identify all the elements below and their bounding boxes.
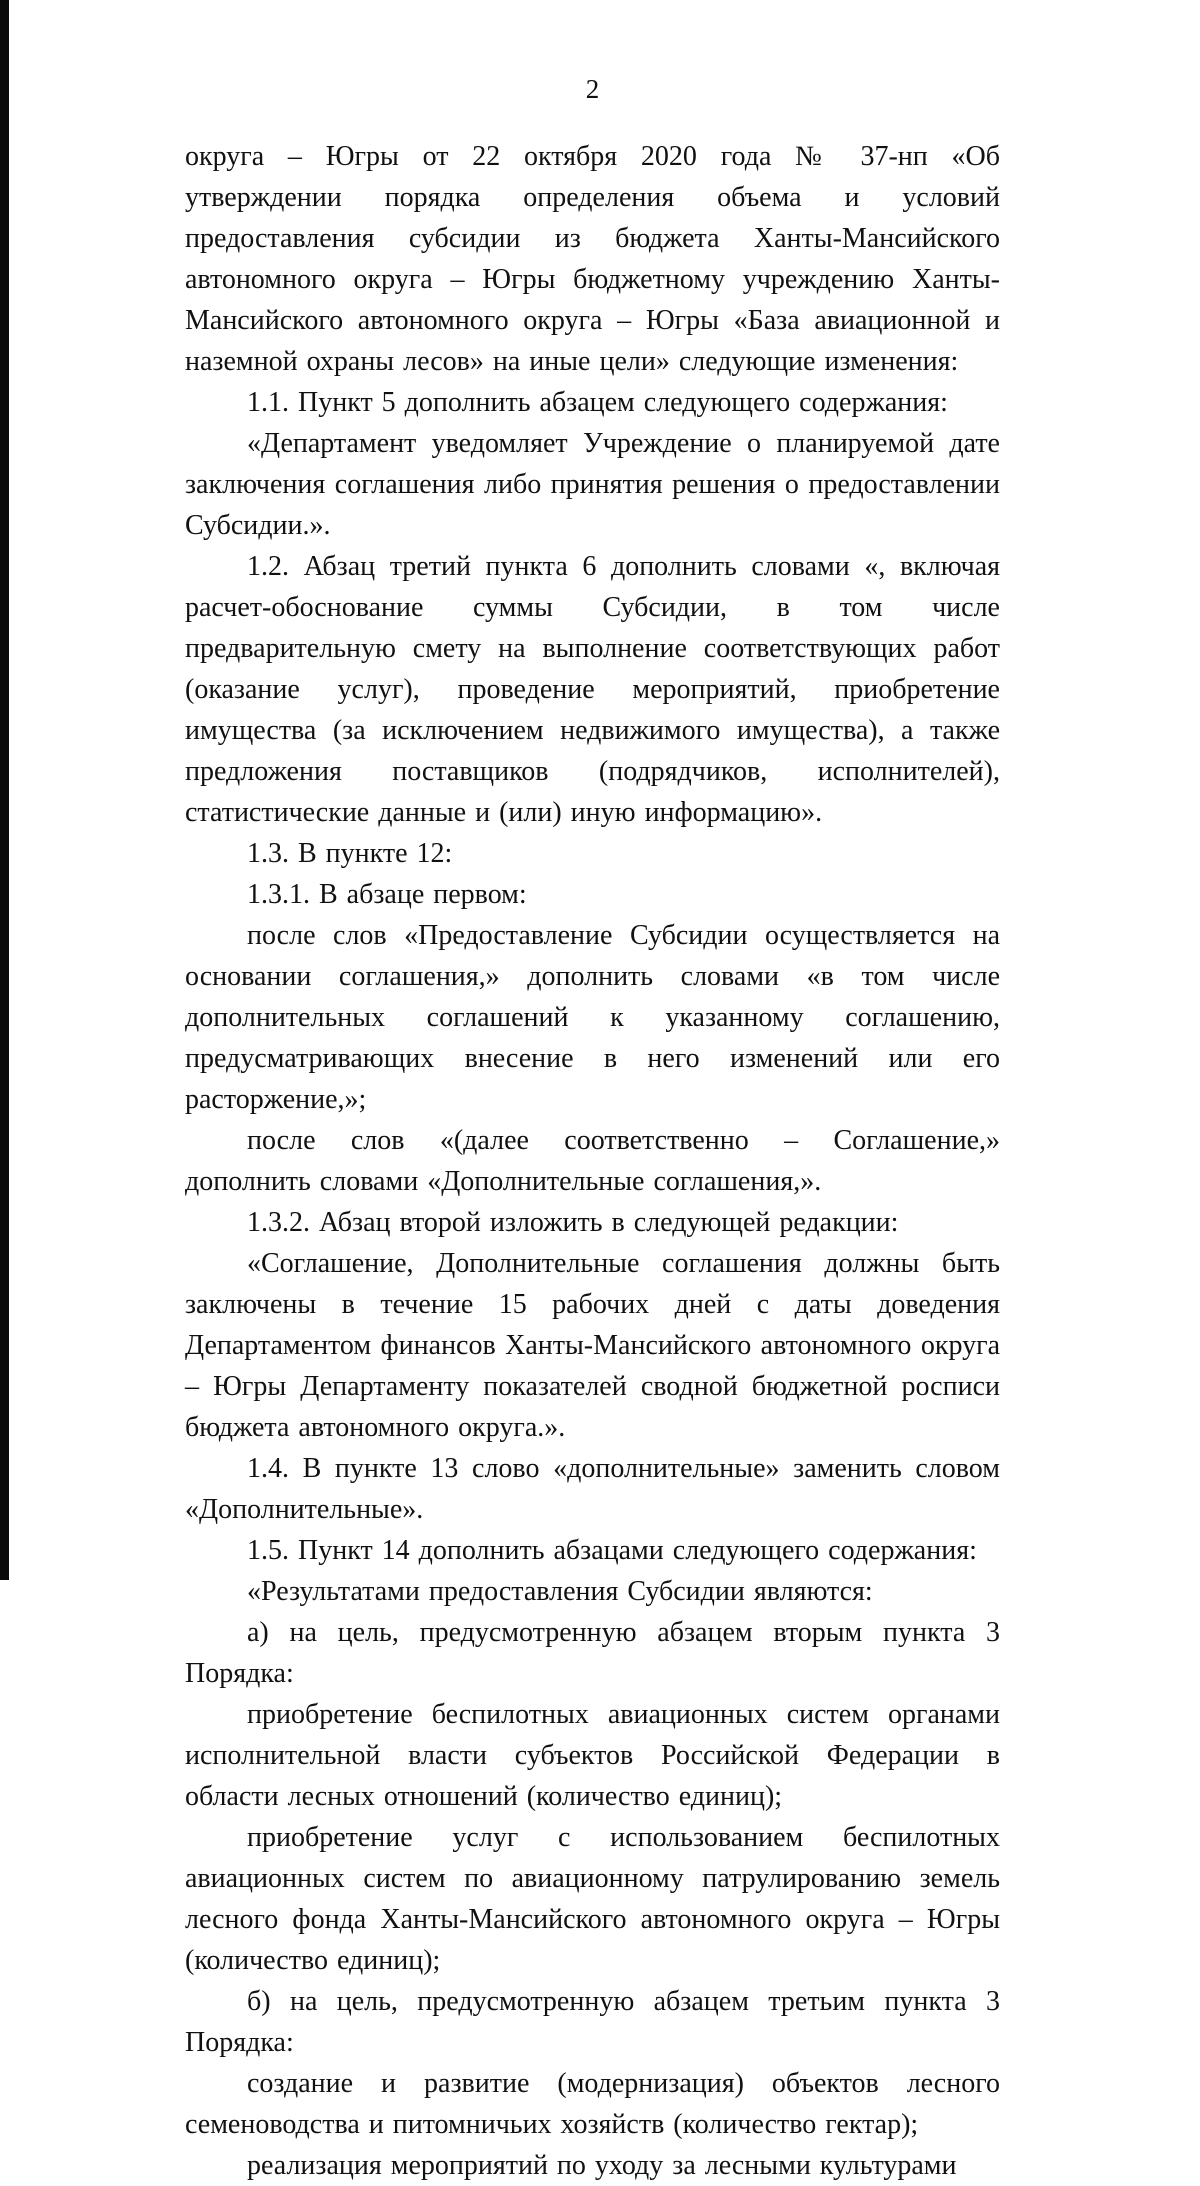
- paragraph: 1.4. В пункте 13 слово «дополнительные» заменить словом «Дополнительные».: [185, 1453, 1000, 1525]
- paragraph: округа – Югры от 22 октября 2020 года № 37-нп «Об утверждении порядка определения объема и условий предоставления субсидии из бюджета Ханты-Мансийского автономного округа – Югры бюджетному учреждению Ханты-Мансийского автономного округа – Югры «База авиационной и наземной охраны лесов» на иные цели» следующие изменения:: [185, 141, 1000, 377]
- paragraph: «Соглашение, Дополнительные соглашения должны быть заключены в течение 15 рабочих дней с даты доведения Департаментом финансов Ханты-Мансийского автономного округа – Югры Департаменту показателей сводной бюджетной росписи бюджета автономного округа.».: [185, 1248, 1000, 1443]
- paragraph: 1.5. Пункт 14 дополнить абзацами следующего содержания:: [247, 1535, 977, 1566]
- paragraph: а) на цель, предусмотренную абзацем вторым пункта 3 Порядка:: [185, 1617, 1000, 1689]
- paragraph: создание и развитие (модернизация) объектов лесного семеноводства и питомничьих хозяйств (количество гектар);: [185, 2068, 1000, 2140]
- paragraph: приобретение беспилотных авиационных систем органами исполнительной власти субъектов Российской Федерации в области лесных отношений (количество единиц);: [185, 1699, 1000, 1812]
- paragraph: 1.3.1. В абзаце первом:: [247, 879, 527, 910]
- paragraph: приобретение услуг с использованием беспилотных авиационных систем по авиационному патрулированию земель лесного фонда Ханты-Мансийского автономного округа – Югры (количество единиц);: [185, 1822, 1000, 1976]
- page-number: 2: [585, 74, 600, 104]
- paragraph: «Результатами предоставления Субсидии являются:: [247, 1576, 873, 1607]
- paragraph: «Департамент уведомляет Учреждение о планируемой дате заключения соглашения либо принятия решения о предоставлении Субсидии.».: [185, 428, 1000, 541]
- paragraph: реализация мероприятий по уходу за лесными культурами: [247, 2150, 957, 2181]
- paragraph: 1.3.2. Абзац второй изложить в следующей редакции:: [247, 1207, 899, 1238]
- scan-edge-artifact: [0, 0, 9, 1580]
- paragraph: 1.2. Абзац третий пункта 6 дополнить словами «, включая расчет-обоснование суммы Субсидии, в том числе предварительную смету на выполнение соответствующих работ (оказание услуг), проведение мероприятий, приобретение имущества (за исключением недвижимого имущества), а также предложения поставщиков (подрядчиков, исполнителей), статистические данные и (или) иную информацию».: [185, 551, 1000, 828]
- document-body: [185, 136, 1000, 2186]
- paragraph: после слов «Предоставление Субсидии осуществляется на основании соглашения,» дополнить словами «в том числе дополнительных соглашений к указанному соглашению, предусматривающих внесение в него изменений или его расторжение,»;: [185, 920, 1000, 1115]
- paragraph: 1.1. Пункт 5 дополнить абзацем следующего содержания:: [247, 387, 948, 418]
- paragraph: после слов «(далее соответственно – Соглашение,» дополнить словами «Дополнительные соглашения,».: [185, 1125, 1000, 1197]
- paragraph: 1.3. В пункте 12:: [247, 838, 453, 869]
- paragraph: б) на цель, предусмотренную абзацем третьим пункта 3 Порядка:: [185, 1986, 1000, 2058]
